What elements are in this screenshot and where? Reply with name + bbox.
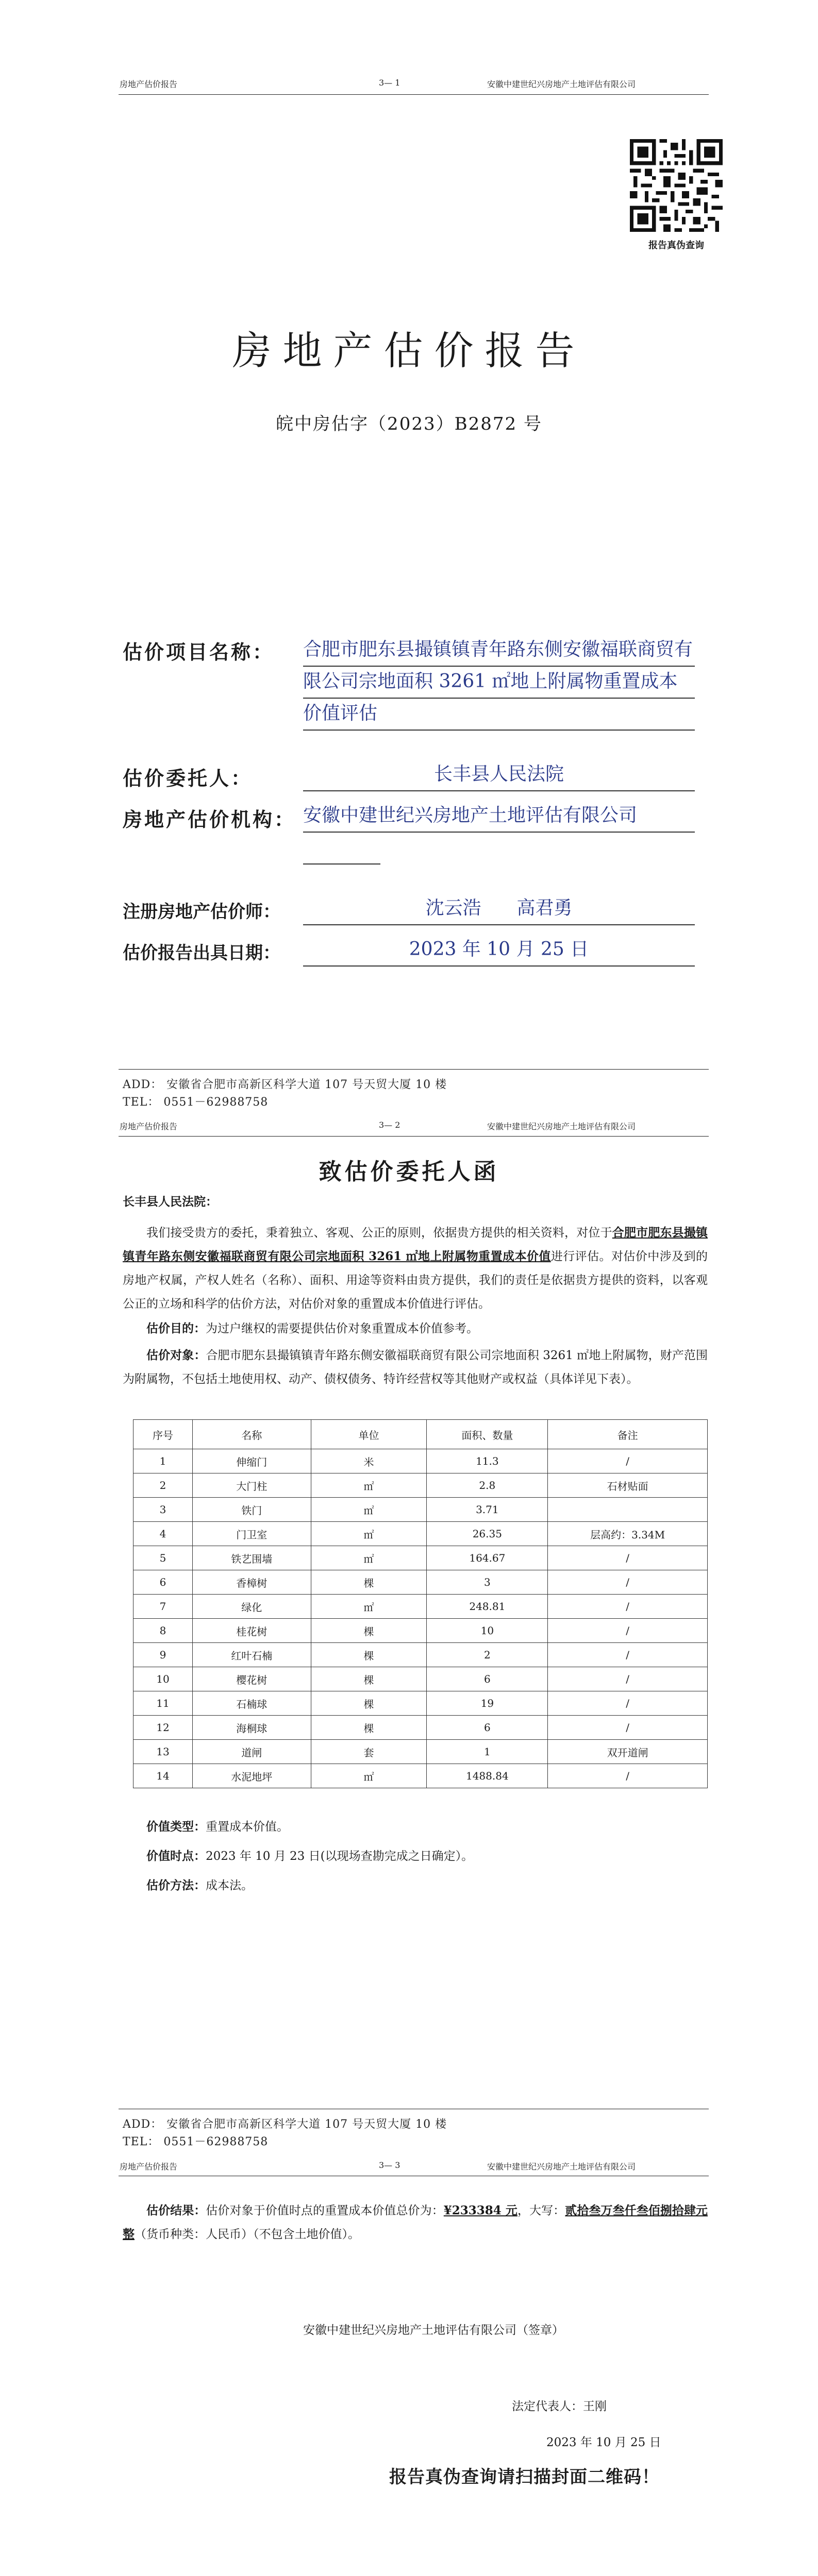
table-cell: 门卫室 — [192, 1522, 311, 1546]
issue-date-label: 估价报告出具日期： — [123, 943, 280, 963]
table-cell: 套 — [311, 1740, 427, 1764]
table-cell: 2.8 — [427, 1473, 548, 1498]
table-row — [133, 1691, 708, 1716]
table-cell: 棵 — [311, 1691, 427, 1716]
table-cell: 伸缩门 — [192, 1449, 311, 1473]
agency-value: 安徽中建世纪兴房地产土地评估有限公司 — [303, 805, 638, 826]
table-cell: 6 — [133, 1570, 193, 1595]
table-row — [133, 1643, 708, 1667]
table-cell: 5 — [133, 1546, 193, 1570]
table-cell: 绿化 — [192, 1595, 311, 1619]
table-cell: 2 — [427, 1643, 548, 1667]
table-cell: ㎡ — [311, 1546, 427, 1570]
header-rule — [119, 1136, 709, 1137]
table-row — [133, 1619, 708, 1643]
table-row — [133, 1764, 708, 1788]
table-cell: 11 — [133, 1691, 193, 1716]
table-cell: / — [548, 1449, 708, 1473]
table-row — [133, 1449, 708, 1473]
object-paragraph: 估价对象：合肥市肥东县撮镇镇青年路东侧安徽福联商贸有限公司宗地面积 3261 ㎡地上附属物，财产范围为附属物，不包括土地使用权、动产、债权债务、特许经营权等其他财产或权益（具体详见下表）。 — [123, 1348, 708, 1386]
header-left: 房地产估价报告 — [120, 1122, 178, 1131]
table-cell: 26.35 — [427, 1522, 548, 1546]
table-cell: 19 — [427, 1691, 548, 1716]
table-cell: 9 — [133, 1643, 193, 1667]
underline — [303, 832, 695, 833]
value-type-paragraph: 价值类型：重置成本价值。 — [146, 1820, 289, 1834]
table-cell: ㎡ — [311, 1473, 427, 1498]
purpose-paragraph: 估价目的：为过户继权的需要提供估价对象重置成本价值参考。 — [146, 1321, 478, 1335]
qr-code-icon[interactable] — [630, 139, 723, 232]
table-cell: / — [548, 1764, 708, 1788]
underline — [303, 965, 695, 967]
underline — [303, 698, 695, 699]
underline — [303, 730, 695, 731]
table-cell: 1488.84 — [427, 1764, 548, 1788]
header-rule — [119, 94, 709, 95]
table-cell: 10 — [427, 1619, 548, 1643]
table-cell: 红叶石楠 — [192, 1643, 311, 1667]
table-cell: 石材贴面 — [548, 1473, 708, 1498]
header-company: 安徽中建世纪兴房地产土地评估有限公司 — [487, 79, 636, 89]
appraisers-value: 沈云浩 高君勇 — [425, 897, 573, 919]
table-cell: 棵 — [311, 1716, 427, 1740]
report-title: 房地产估价报告 — [232, 328, 586, 374]
footer-address: ADD： 安徽省合肥市高新区科学大道 107 号天贸大厦 10 楼 — [123, 2118, 447, 2131]
result-paragraph: 估价结果：估价对象于价值时点的重置成本价值总价为：¥233384 元，大写：贰拾叁万叁仟叁佰捌拾肆元整（货币种类：人民币）（不包含土地价值）。 — [123, 2204, 708, 2241]
table-cell: / — [548, 1619, 708, 1643]
letter-salutation: 长丰县人民法院： — [123, 1195, 218, 1209]
table-cell: / — [548, 1691, 708, 1716]
table-cell: 棵 — [311, 1643, 427, 1667]
table-cell: / — [548, 1716, 708, 1740]
table-cell: 道闸 — [192, 1740, 311, 1764]
signature-date: 2023 年 10 月 25 日 — [546, 2436, 661, 2449]
table-cell: 7 — [133, 1595, 193, 1619]
table-row — [133, 1740, 708, 1764]
table-cell: 1 — [427, 1740, 548, 1764]
table-cell — [548, 1498, 708, 1522]
letter-paragraph: 我们接受贵方的委托，秉着独立、客观、公正的原则，依据贵方提供的相关资料，对位于合肥市肥东县撮镇镇青年路东侧安徽福联商贸有限公司宗地面积 3261 ㎡地上附属物重置成本价值进行评估。对估价中涉及到的房地产权属，产权人姓名（名称）、面积、用途等资料由贵方提供，我们的责任是依据贵方提供的资料，以客观公正的立场和科学的估价方法，对估价对象的重置成本价值进行评估。 — [123, 1226, 708, 1311]
table-cell: 樱花树 — [192, 1667, 311, 1691]
table-cell: 12 — [133, 1716, 193, 1740]
report-number: 皖中房估字（2023）B2872 号 — [276, 414, 542, 434]
table-cell: 6 — [427, 1716, 548, 1740]
table-row — [133, 1498, 708, 1522]
client-value: 长丰县人民法院 — [433, 764, 564, 785]
footer-address: ADD： 安徽省合肥市高新区科学大道 107 号天贸大厦 10 楼 — [123, 1078, 447, 1091]
table-cell: 铁艺围墙 — [192, 1546, 311, 1570]
table-cell: 3 — [133, 1498, 193, 1522]
table-cell: 1 — [133, 1449, 193, 1473]
table-header: 面积、数量 — [427, 1420, 548, 1449]
table-cell: 14 — [133, 1764, 193, 1788]
table-header: 单位 — [311, 1420, 427, 1449]
table-cell: 棵 — [311, 1570, 427, 1595]
page-number: 3— 2 — [379, 1120, 400, 1130]
page-number: 3— 1 — [379, 78, 400, 88]
table-cell: 248.81 — [427, 1595, 548, 1619]
table-row — [133, 1716, 708, 1740]
underline — [303, 666, 695, 667]
project-name-value: 合肥市肥东县撮镇镇青年路东侧安徽福联商贸有限公司宗地面积 3261 ㎡地上附属物重置成本价值评估 — [303, 639, 693, 724]
footer-rule — [119, 1069, 709, 1070]
table-cell: 3.71 — [427, 1498, 548, 1522]
table-cell: ㎡ — [311, 1498, 427, 1522]
underline — [303, 863, 380, 865]
header-left: 房地产估价报告 — [120, 2162, 178, 2172]
table-header: 备注 — [548, 1420, 708, 1449]
table-cell: 10 — [133, 1667, 193, 1691]
footer-phone: TEL： 0551－62988758 — [123, 1096, 269, 1109]
table-cell: 香樟树 — [192, 1570, 311, 1595]
company-seal-text: 安徽中建世纪兴房地产土地评估有限公司（签章） — [303, 2324, 564, 2337]
table-cell: 8 — [133, 1619, 193, 1643]
header-company: 安徽中建世纪兴房地产土地评估有限公司 — [487, 1122, 636, 1131]
table-cell: / — [548, 1570, 708, 1595]
client-label: 估价委托人： — [123, 767, 253, 790]
value-date-paragraph: 价值时点：2023 年 10 月 23 日(以现场查勘完成之日确定）。 — [146, 1849, 474, 1863]
items-table-wrap — [133, 1419, 708, 1788]
header-company: 安徽中建世纪兴房地产土地评估有限公司 — [487, 2162, 636, 2172]
table-cell: / — [548, 1667, 708, 1691]
table-row — [133, 1546, 708, 1570]
table-cell: 石楠球 — [192, 1691, 311, 1716]
table-row — [133, 1522, 708, 1546]
table-cell: 6 — [427, 1667, 548, 1691]
table-cell: 铁门 — [192, 1498, 311, 1522]
table-row — [133, 1667, 708, 1691]
table-cell: 桂花树 — [192, 1619, 311, 1643]
table-cell: 11.3 — [427, 1449, 548, 1473]
table-row — [133, 1473, 708, 1498]
table-header: 名称 — [192, 1420, 311, 1449]
footer-phone: TEL： 0551－62988758 — [123, 2136, 269, 2148]
verify-notice: 报告真伪查询请扫描封面二维码！ — [389, 2467, 660, 2487]
table-cell: 米 — [311, 1449, 427, 1473]
table-cell: 2 — [133, 1473, 193, 1498]
table-cell: 3 — [427, 1570, 548, 1595]
table-row — [133, 1595, 708, 1619]
table-cell: 大门柱 — [192, 1473, 311, 1498]
table-header-row — [133, 1420, 708, 1449]
table-row — [133, 1570, 708, 1595]
table-cell: / — [548, 1546, 708, 1570]
table-cell: 4 — [133, 1522, 193, 1546]
table-cell: / — [548, 1643, 708, 1667]
table-cell: 双开道闸 — [548, 1740, 708, 1764]
table-cell: / — [548, 1595, 708, 1619]
agency-label: 房地产估价机构： — [123, 808, 296, 831]
table-cell: 棵 — [311, 1667, 427, 1691]
items-table — [133, 1419, 708, 1788]
table-cell: 水泥地坪 — [192, 1764, 311, 1788]
header-left: 房地产估价报告 — [120, 79, 178, 89]
underline — [303, 790, 695, 791]
table-cell: 海桐球 — [192, 1716, 311, 1740]
letter-title: 致估价委托人函 — [319, 1159, 499, 1185]
table-cell: ㎡ — [311, 1522, 427, 1546]
method-paragraph: 估价方法：成本法。 — [146, 1878, 253, 1892]
table-cell: ㎡ — [311, 1595, 427, 1619]
table-cell: 层高约：3.34M — [548, 1522, 708, 1546]
legal-representative: 法定代表人：王刚 — [512, 2400, 607, 2413]
qr-caption: 报告真伪查询 — [648, 240, 704, 251]
underline — [303, 924, 695, 925]
table-header: 序号 — [133, 1420, 193, 1449]
page-number: 3— 3 — [379, 2160, 400, 2170]
table-cell: 棵 — [311, 1619, 427, 1643]
table-cell: 13 — [133, 1740, 193, 1764]
issue-date-value: 2023 年 10 月 25 日 — [409, 939, 589, 960]
table-cell: 164.67 — [427, 1546, 548, 1570]
appraisers-label: 注册房地产估价师： — [123, 902, 280, 922]
project-name-label: 估价项目名称： — [123, 640, 275, 664]
table-cell: ㎡ — [311, 1764, 427, 1788]
